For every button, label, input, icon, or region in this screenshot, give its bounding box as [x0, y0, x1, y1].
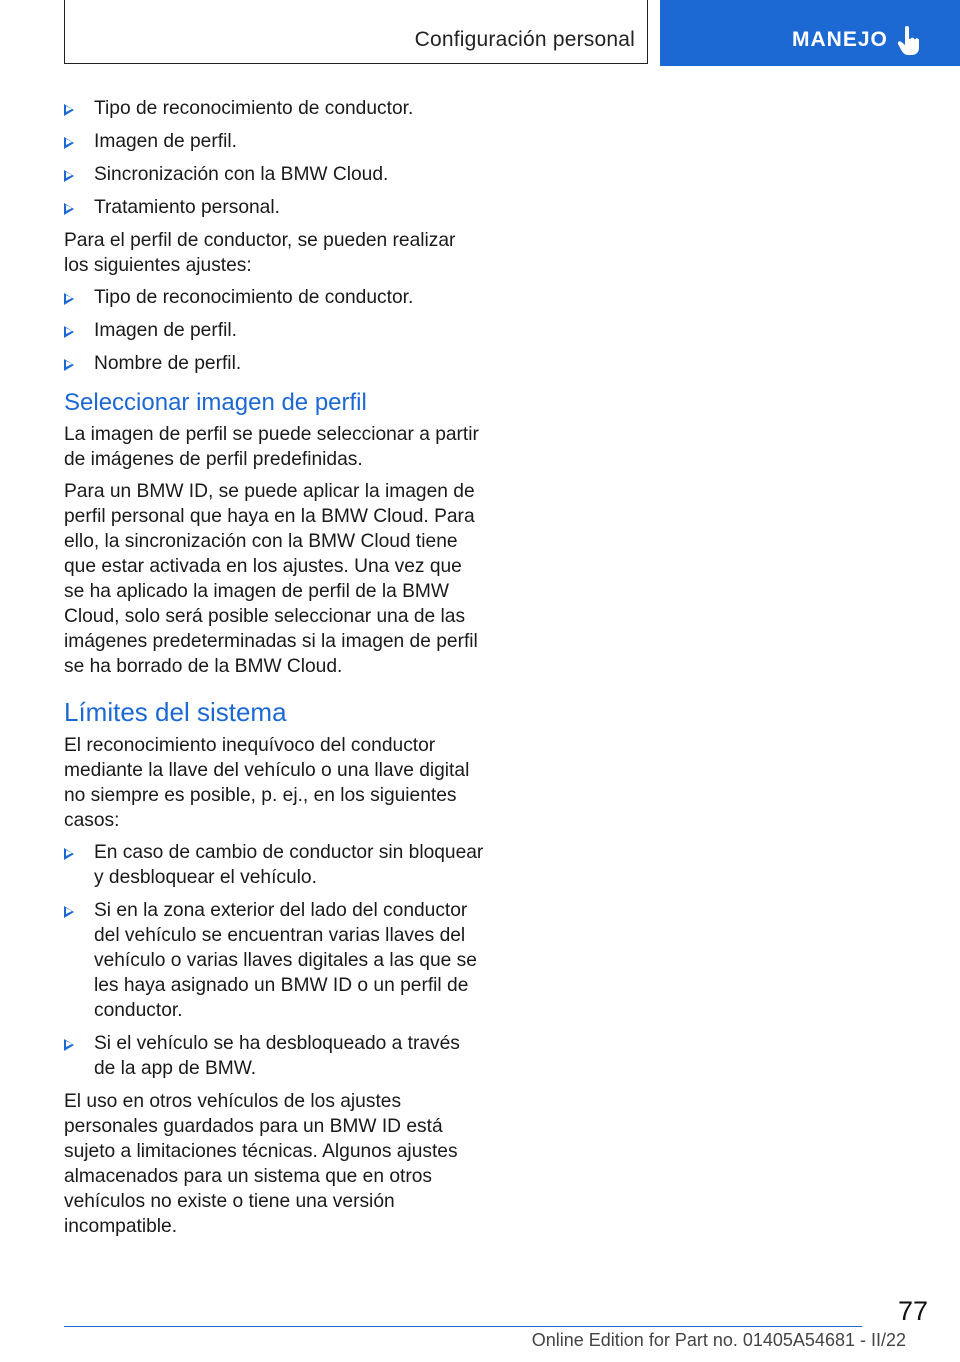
list-item: Si en la zona exterior del lado del conductor del vehículo se encuentran varias llaves del vehículo o varias llaves digitales a las que se les haya asignado un BMW ID o un perfil de conductor. — [64, 898, 484, 1023]
list-item: Tipo de reconocimiento de conductor. — [64, 285, 484, 310]
paragraph: El reconocimiento inequívoco del conductor mediante la llave del vehículo o una llave digital no siempre es posible, p. ej., en los siguientes casos: — [64, 735, 470, 831]
list-item: Tratamiento personal. — [64, 195, 484, 220]
footer-divider — [64, 1326, 862, 1327]
list-item: Imagen de perfil. — [64, 129, 484, 154]
chapter-tab-label: MANEJO — [792, 28, 888, 51]
triangle-bullet-icon — [64, 137, 74, 149]
triangle-bullet-icon — [64, 104, 74, 116]
list-item: Nombre de perfil. — [64, 351, 484, 376]
bullet-list-1 — [64, 96, 484, 220]
bullet-list-2 — [64, 285, 484, 376]
page-number: 77 — [897, 1296, 928, 1326]
list-item: Sincronización con la BMW Cloud. — [64, 162, 484, 187]
paragraph: El uso en otros vehículos de los ajustes personales guardados para un BMW ID está sujeto a limitaciones técnicas. Algunos ajustes almacenados para un sistema que en otros vehículos no existe o tiene una versión incompatible. — [64, 1091, 458, 1237]
header-box — [64, 0, 648, 64]
list-item: En caso de cambio de conductor sin bloquear y desbloquear el vehículo. — [64, 840, 484, 890]
section-heading: Límites del sistema — [64, 697, 287, 727]
triangle-bullet-icon — [64, 906, 74, 918]
triangle-bullet-icon — [64, 170, 74, 182]
triangle-bullet-icon — [64, 293, 74, 305]
paragraph: Para el perfil de conductor, se pueden realizar los siguientes ajustes: — [64, 230, 456, 276]
hand-pointer-icon — [896, 26, 922, 56]
list-item: Si el vehículo se ha desbloqueado a través de la app de BMW. — [64, 1031, 484, 1081]
paragraph: La imagen de perfil se puede seleccionar a partir de imágenes de perfil predefinidas. — [64, 424, 479, 470]
chapter-tab[interactable] — [660, 0, 960, 66]
triangle-bullet-icon — [64, 1039, 74, 1051]
section-heading: Seleccionar imagen de perfil — [64, 389, 367, 416]
bullet-list-3 — [64, 840, 484, 1081]
list-item: Tipo de reconocimiento de conductor. — [64, 96, 484, 121]
triangle-bullet-icon — [64, 326, 74, 338]
main-column — [64, 96, 484, 1246]
section-title: Configuración personal — [414, 28, 635, 51]
triangle-bullet-icon — [64, 848, 74, 860]
triangle-bullet-icon — [64, 359, 74, 371]
triangle-bullet-icon — [64, 203, 74, 215]
footer-edition: Online Edition for Part no. 01405A54681 - II/22 — [531, 1330, 906, 1350]
list-item: Imagen de perfil. — [64, 318, 484, 343]
paragraph: Para un BMW ID, se puede aplicar la imagen de perfil personal que haya en la BMW Cloud. Para ello, la sincronización con la BMW Cloud tiene que estar activada en los ajustes. Una vez que se ha aplicado la imagen de perfil de la BMW Cloud, solo será posible seleccionar una de las imágenes predeterminadas si la imagen de perfil se ha borrado de la BMW Cloud. — [64, 481, 478, 677]
